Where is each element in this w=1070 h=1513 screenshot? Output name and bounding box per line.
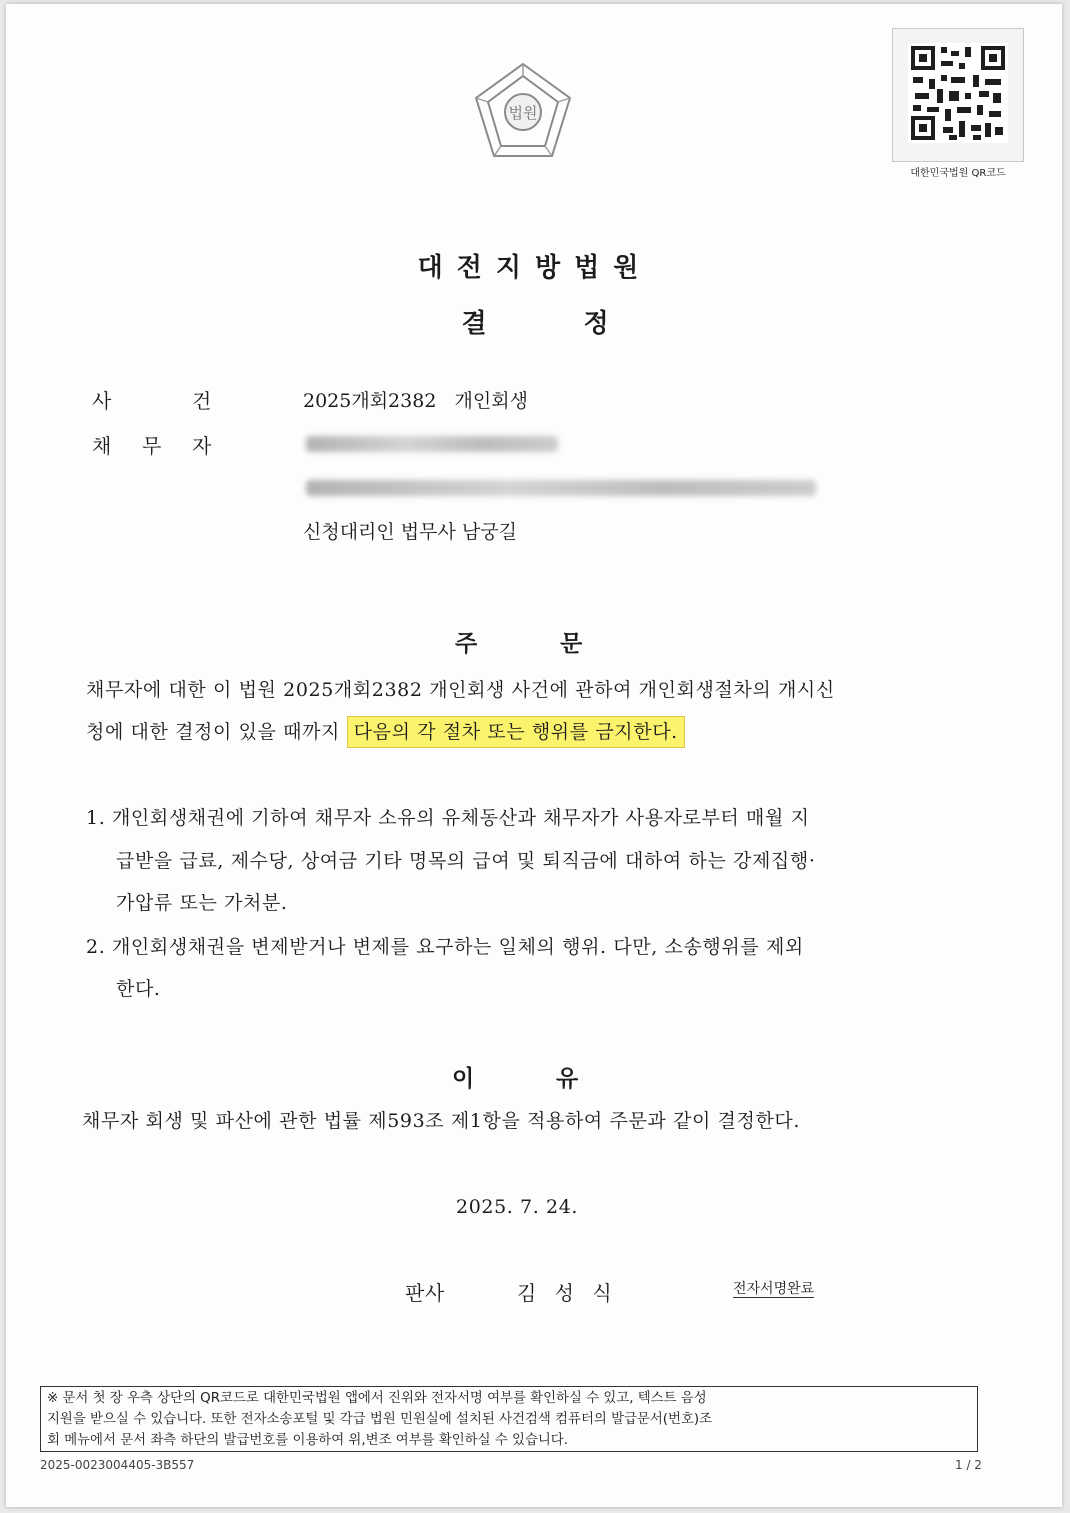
debtor-label-a: 채 (92, 434, 112, 458)
document-type (0, 303, 1070, 340)
debtor-agent: 신청대리인 법무사 남궁길 (303, 521, 517, 543)
reason-heading-b: 유 (556, 1066, 579, 1092)
verification-notice (40, 1386, 978, 1452)
judge-name: 김 성 식 (517, 1281, 618, 1305)
court-name: 대전지방법원 (417, 253, 653, 283)
doc-type-char-2: 정 (583, 309, 609, 339)
notice-line-3: 회 메뉴에서 문서 좌측 하단의 발급번호를 이용하여 위,변조 여부를 확인하실 수 있습니다. (47, 1433, 569, 1448)
case-value (303, 386, 528, 413)
case-label-b: 건 (192, 389, 212, 413)
debtor-label-b: 무 (142, 434, 162, 458)
order-item-1-line-2: 급받을 급료, 제수당, 상여금 기타 명목의 급여 및 퇴직금에 대하여 하는 강제집행· (116, 850, 816, 872)
order-line-1: 채무자에 대한 이 법원 2025개회2382 개인회생 사건에 관하여 개인회생절차의 개시신 (86, 679, 835, 701)
qr-caption: 대한민국법원 QR코드 (910, 168, 1006, 179)
order-line-2 (86, 717, 685, 744)
reason-heading-a: 이 (452, 1066, 475, 1092)
issue-number: 2025-0023004405-3B557 (40, 1458, 195, 1472)
case-number: 2025개회2382 (303, 390, 437, 412)
order-item-1-line-1: 1. 개인회생채권에 기하여 채무자 소유의 유체동산과 채무자가 사용자로부터 매월 지 (86, 807, 810, 829)
redacted-debtor-address (306, 480, 816, 496)
notice-line-1: ※ 문서 첫 장 우측 상단의 QR코드로 대한민국법원 앱에서 진위와 전자서명 여부를 확인하실 수 있고, 텍스트 음성 (47, 1391, 707, 1406)
order-item-2-line-1: 2. 개인회생채권을 변제받거나 변제를 요구하는 일체의 행위. 다만, 소송행위를 제외 (86, 936, 804, 958)
order-heading-a: 주 (455, 631, 478, 657)
court-seal-icon (470, 60, 576, 164)
debtor-label-c: 자 (192, 434, 212, 458)
order-heading-b: 문 (560, 631, 583, 657)
redacted-debtor-name (306, 436, 558, 452)
electronic-signature-note: 전자서명완료 (733, 1281, 815, 1297)
reason-text: 채무자 회생 및 파산에 관한 법률 제593조 제1항을 적용하여 주문과 같이 결정한다. (82, 1110, 801, 1132)
judge-title: 판사 (405, 1281, 445, 1305)
order-item-1-line-3: 가압류 또는 가처분. (116, 892, 288, 914)
case-type: 개인회생 (454, 390, 528, 412)
qr-code-icon (893, 29, 1023, 161)
doc-type-char-1: 결 (461, 309, 487, 339)
highlighted-text: 다음의 각 절차 또는 행위를 금지한다. (347, 716, 685, 748)
page-indicator: 1 / 2 (955, 1458, 982, 1472)
svg-text:법원: 법원 (508, 104, 538, 122)
order-item-2-line-2: 한다. (116, 978, 161, 1000)
notice-line-2: 지원을 받으실 수 있습니다. 또한 전자소송포털 및 각급 법원 민원실에 설치된 사건검색 컴퓨터의 발급문서(번호)조 (47, 1412, 713, 1427)
decision-date: 2025. 7. 24. (456, 1196, 579, 1218)
order-line-2-prefix: 청에 대한 결정이 있을 때까지 (86, 721, 341, 743)
case-label-a: 사 (92, 389, 112, 413)
qr-code-frame (892, 28, 1024, 162)
